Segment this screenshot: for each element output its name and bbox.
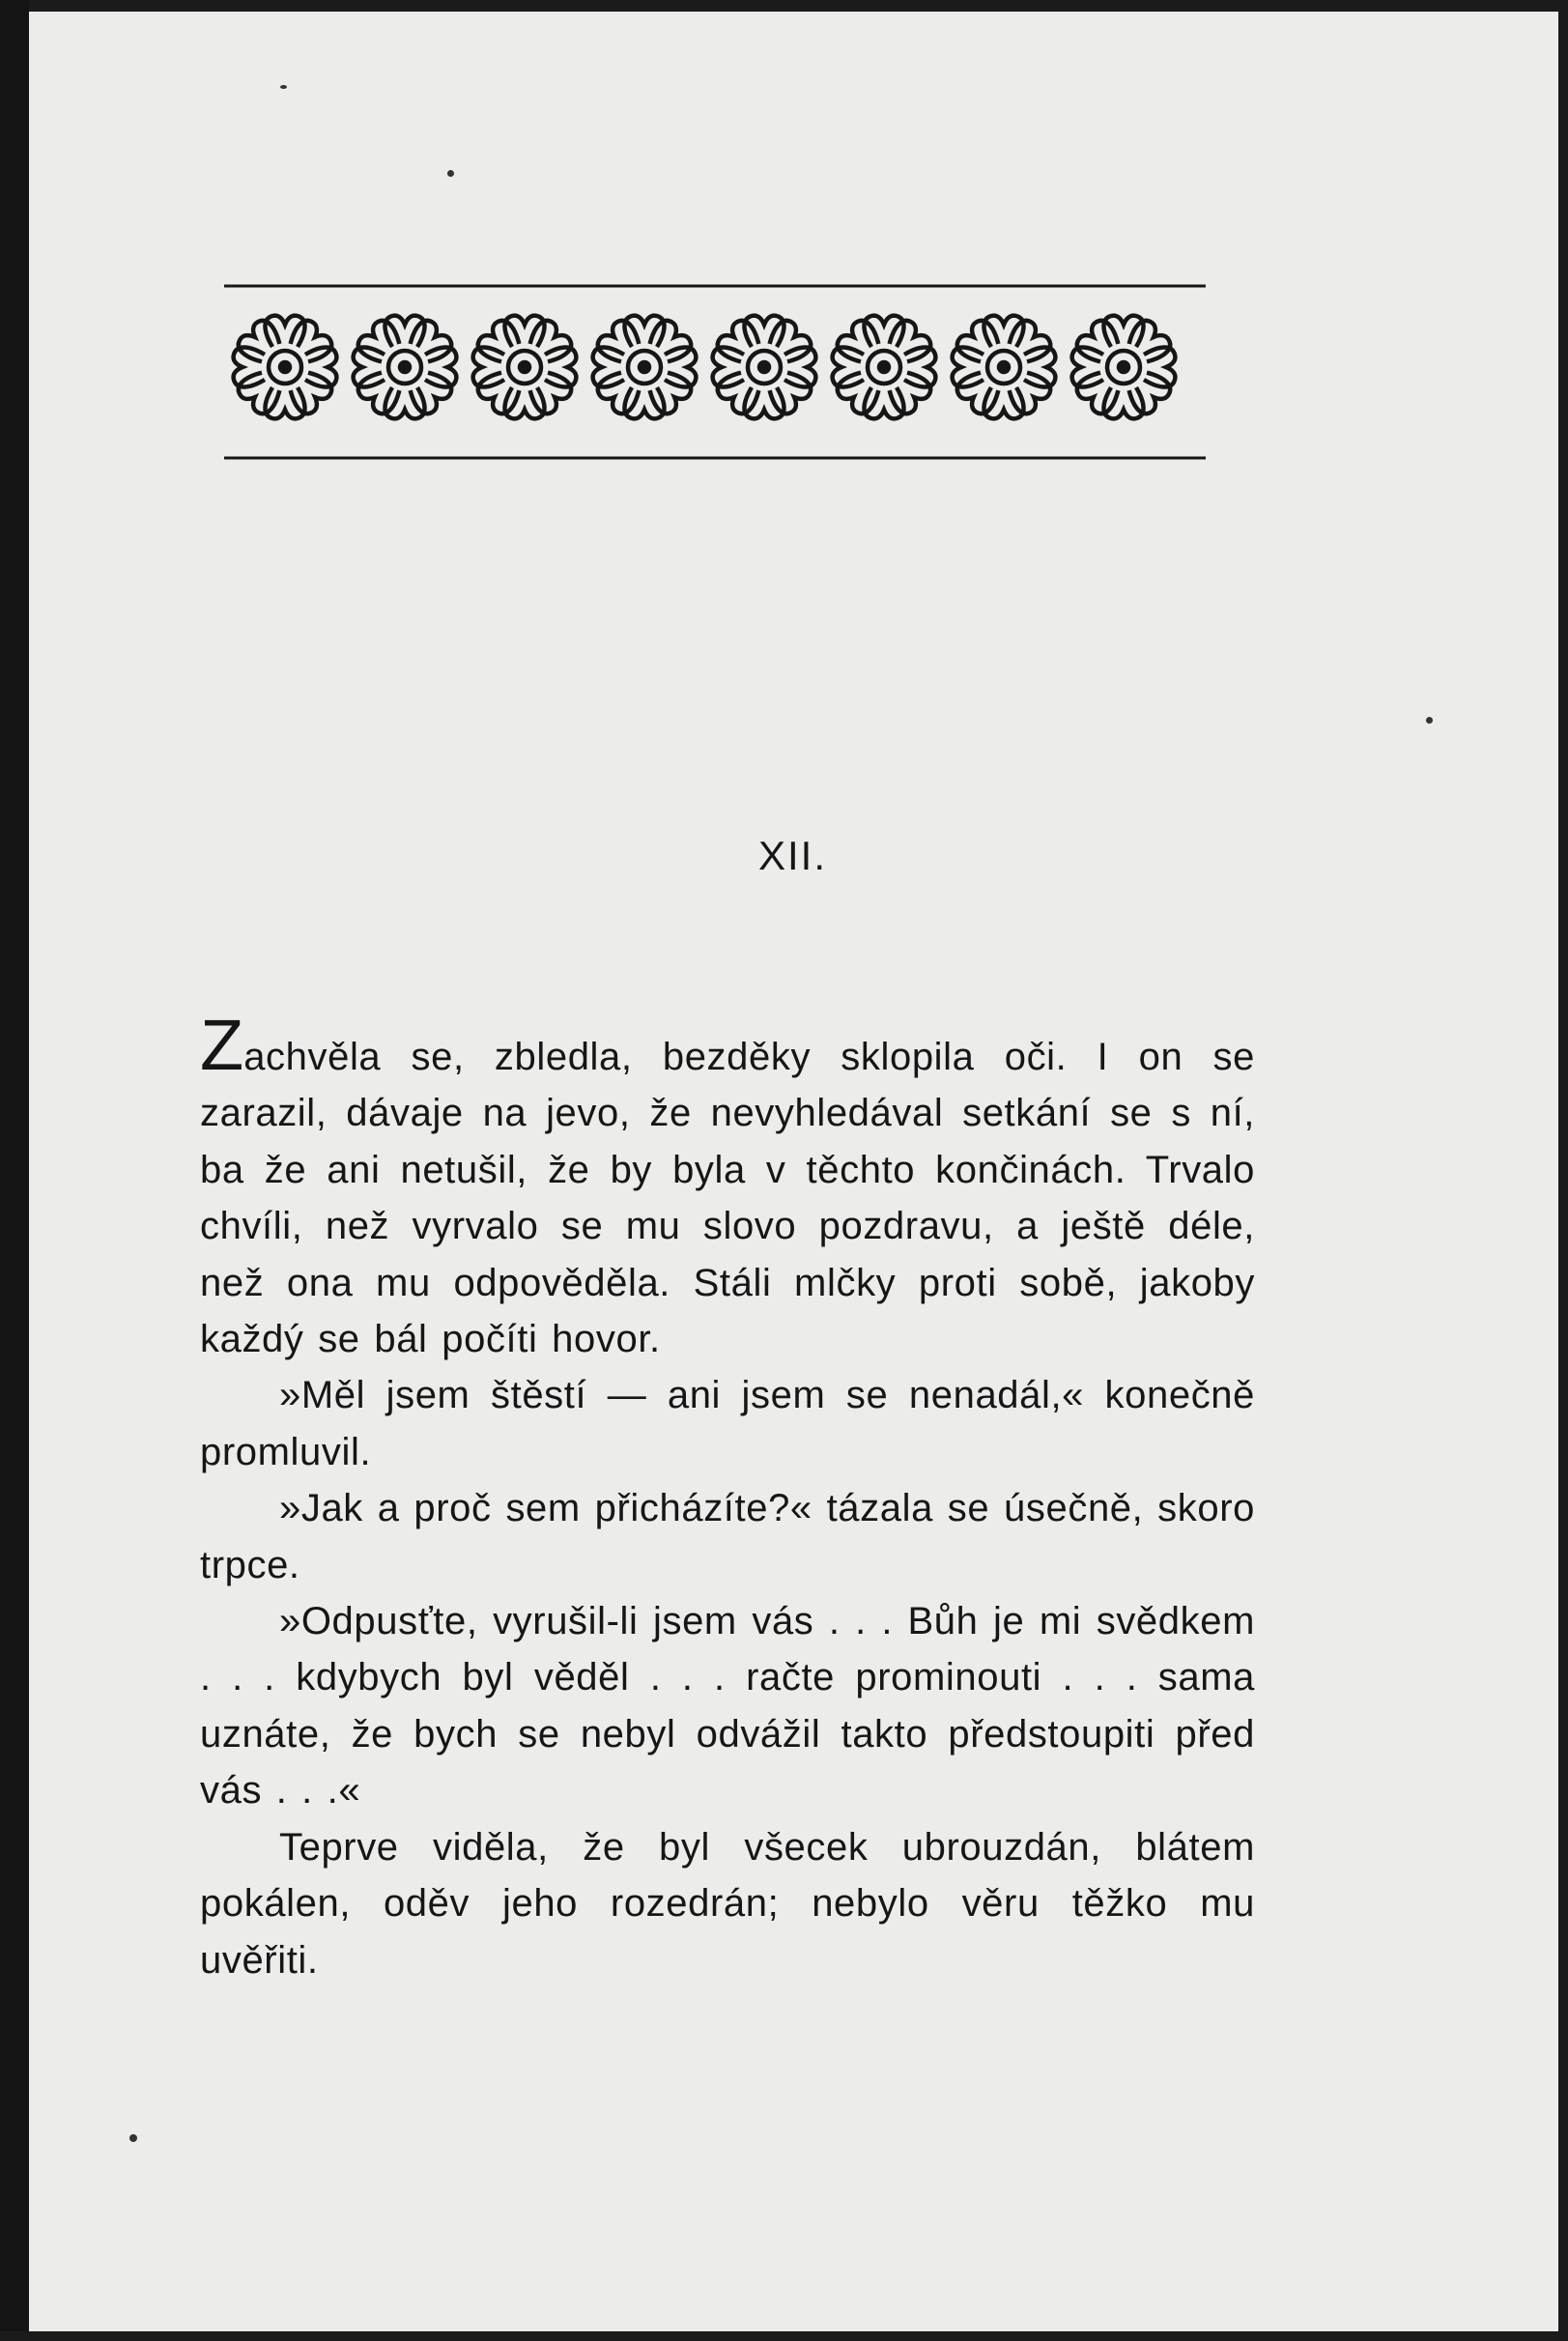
chapter-number: XII.: [757, 833, 828, 878]
scan-right-border: [1558, 0, 1568, 2341]
paper-speck: [129, 2134, 137, 2142]
initial-letter: Z: [200, 1005, 244, 1085]
paper-speck: [280, 85, 287, 89]
flower-icon: [713, 316, 816, 419]
paragraph: »Měl jsem štěstí — ani jsem se nenadál,« konečně promluvil.: [200, 1374, 1255, 1473]
paragraph: [200, 1005, 1255, 1367]
flower-icon: [234, 316, 337, 419]
paper-speck: [447, 170, 454, 177]
flower-icon: [833, 316, 936, 419]
chapter-body: [200, 1005, 1255, 1988]
paragraph-text: achvěla se, zbledla, bezděky sklopila oči. I on se zarazil, dávaje na jevo, že nevyhledával setkání se s ní, ba že ani netušil, že by byla v těchto končinách. Trvalo chvíli, než vyrvalo se mu slovo pozdravu, a ještě déle, než ona mu odpověděla. Stáli mlčky proti sobě, jakoby každý se bál počíti hovor.: [200, 1036, 1255, 1361]
flower-border-icon: [224, 282, 1206, 462]
paragraph: Teprve viděla, že byl všecek ubrouzdán, blátem pokálen, oděv jeho rozedrán; nebylo věru těžko mu uvěřiti.: [200, 1825, 1255, 1982]
scan-top-border: [0, 0, 1568, 12]
paragraph: »Odpusťte, vyrušil-li jsem vás . . . Bůh je mi svědkem . . . kdybych byl věděl . . . račte prominouti . . . sama uznáte, že bych se nebyl odvážil takto předstoupiti před vás . . .«: [200, 1600, 1255, 1813]
scan-bottom-border: [0, 2331, 1568, 2341]
flower-icon: [953, 316, 1056, 419]
flower-icon: [1072, 316, 1176, 419]
scan-left-border: [0, 0, 29, 2341]
flower-icon: [473, 316, 577, 419]
flower-icon: [354, 316, 457, 419]
paragraph: »Jak a proč sem přicházíte?« tázala se úsečně, skoro trpce.: [200, 1487, 1255, 1586]
paper-speck: [1426, 717, 1433, 724]
flower-icon: [593, 316, 697, 419]
